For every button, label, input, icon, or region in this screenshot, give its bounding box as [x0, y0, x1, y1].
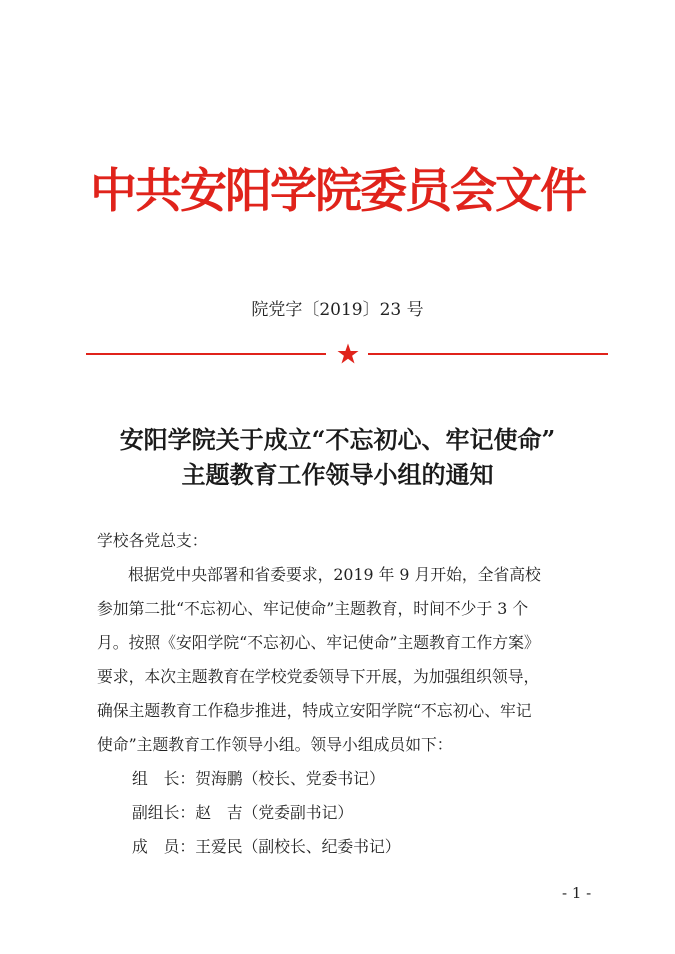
page-number: - 1 -	[562, 884, 592, 902]
paragraph-line: 确保主题教育工作稳步推进，特成立安阳学院“不忘初心、牢记	[97, 701, 532, 720]
paragraph-line: 月。按照《安阳学院“不忘初心、牢记使命”主题教育工作方案》	[97, 633, 540, 652]
member-leader: 组 长：贺海鹏（校长、党委书记）	[132, 769, 385, 788]
member-deputy-leader: 副组长：赵 吉（党委副书记）	[132, 803, 354, 822]
salutation: 学校各党总支：	[97, 531, 208, 550]
paragraph-line: 使命”主题教育工作领导小组。领导小组成员如下：	[97, 735, 453, 754]
notice-title-line-2: 主题教育工作领导小组的通知	[181, 460, 494, 489]
red-divider	[86, 342, 608, 366]
notice-title-line-1: 安阳学院关于成立“不忘初心、牢记使命”	[119, 425, 556, 454]
paragraph-line: 参加第二批“不忘初心、牢记使命”主题教育，时间不少于 3 个	[97, 599, 529, 618]
red-star-icon	[336, 342, 360, 366]
divider-line-right	[368, 353, 608, 355]
member-member: 成 员：王爱民（副校长、纪委书记）	[132, 837, 401, 856]
paragraph-line: 要求，本次主题教育在学校党委领导下开展，为加强组织领导，	[97, 667, 540, 686]
masthead-title: 中共安阳学院委员会文件	[90, 164, 585, 219]
paragraph-line: 根据党中央部署和省委要求，2019 年 9 月开始，全省高校	[128, 565, 541, 584]
document-number: 院党字〔2019〕23 号	[251, 300, 424, 320]
divider-line-left	[86, 353, 326, 355]
